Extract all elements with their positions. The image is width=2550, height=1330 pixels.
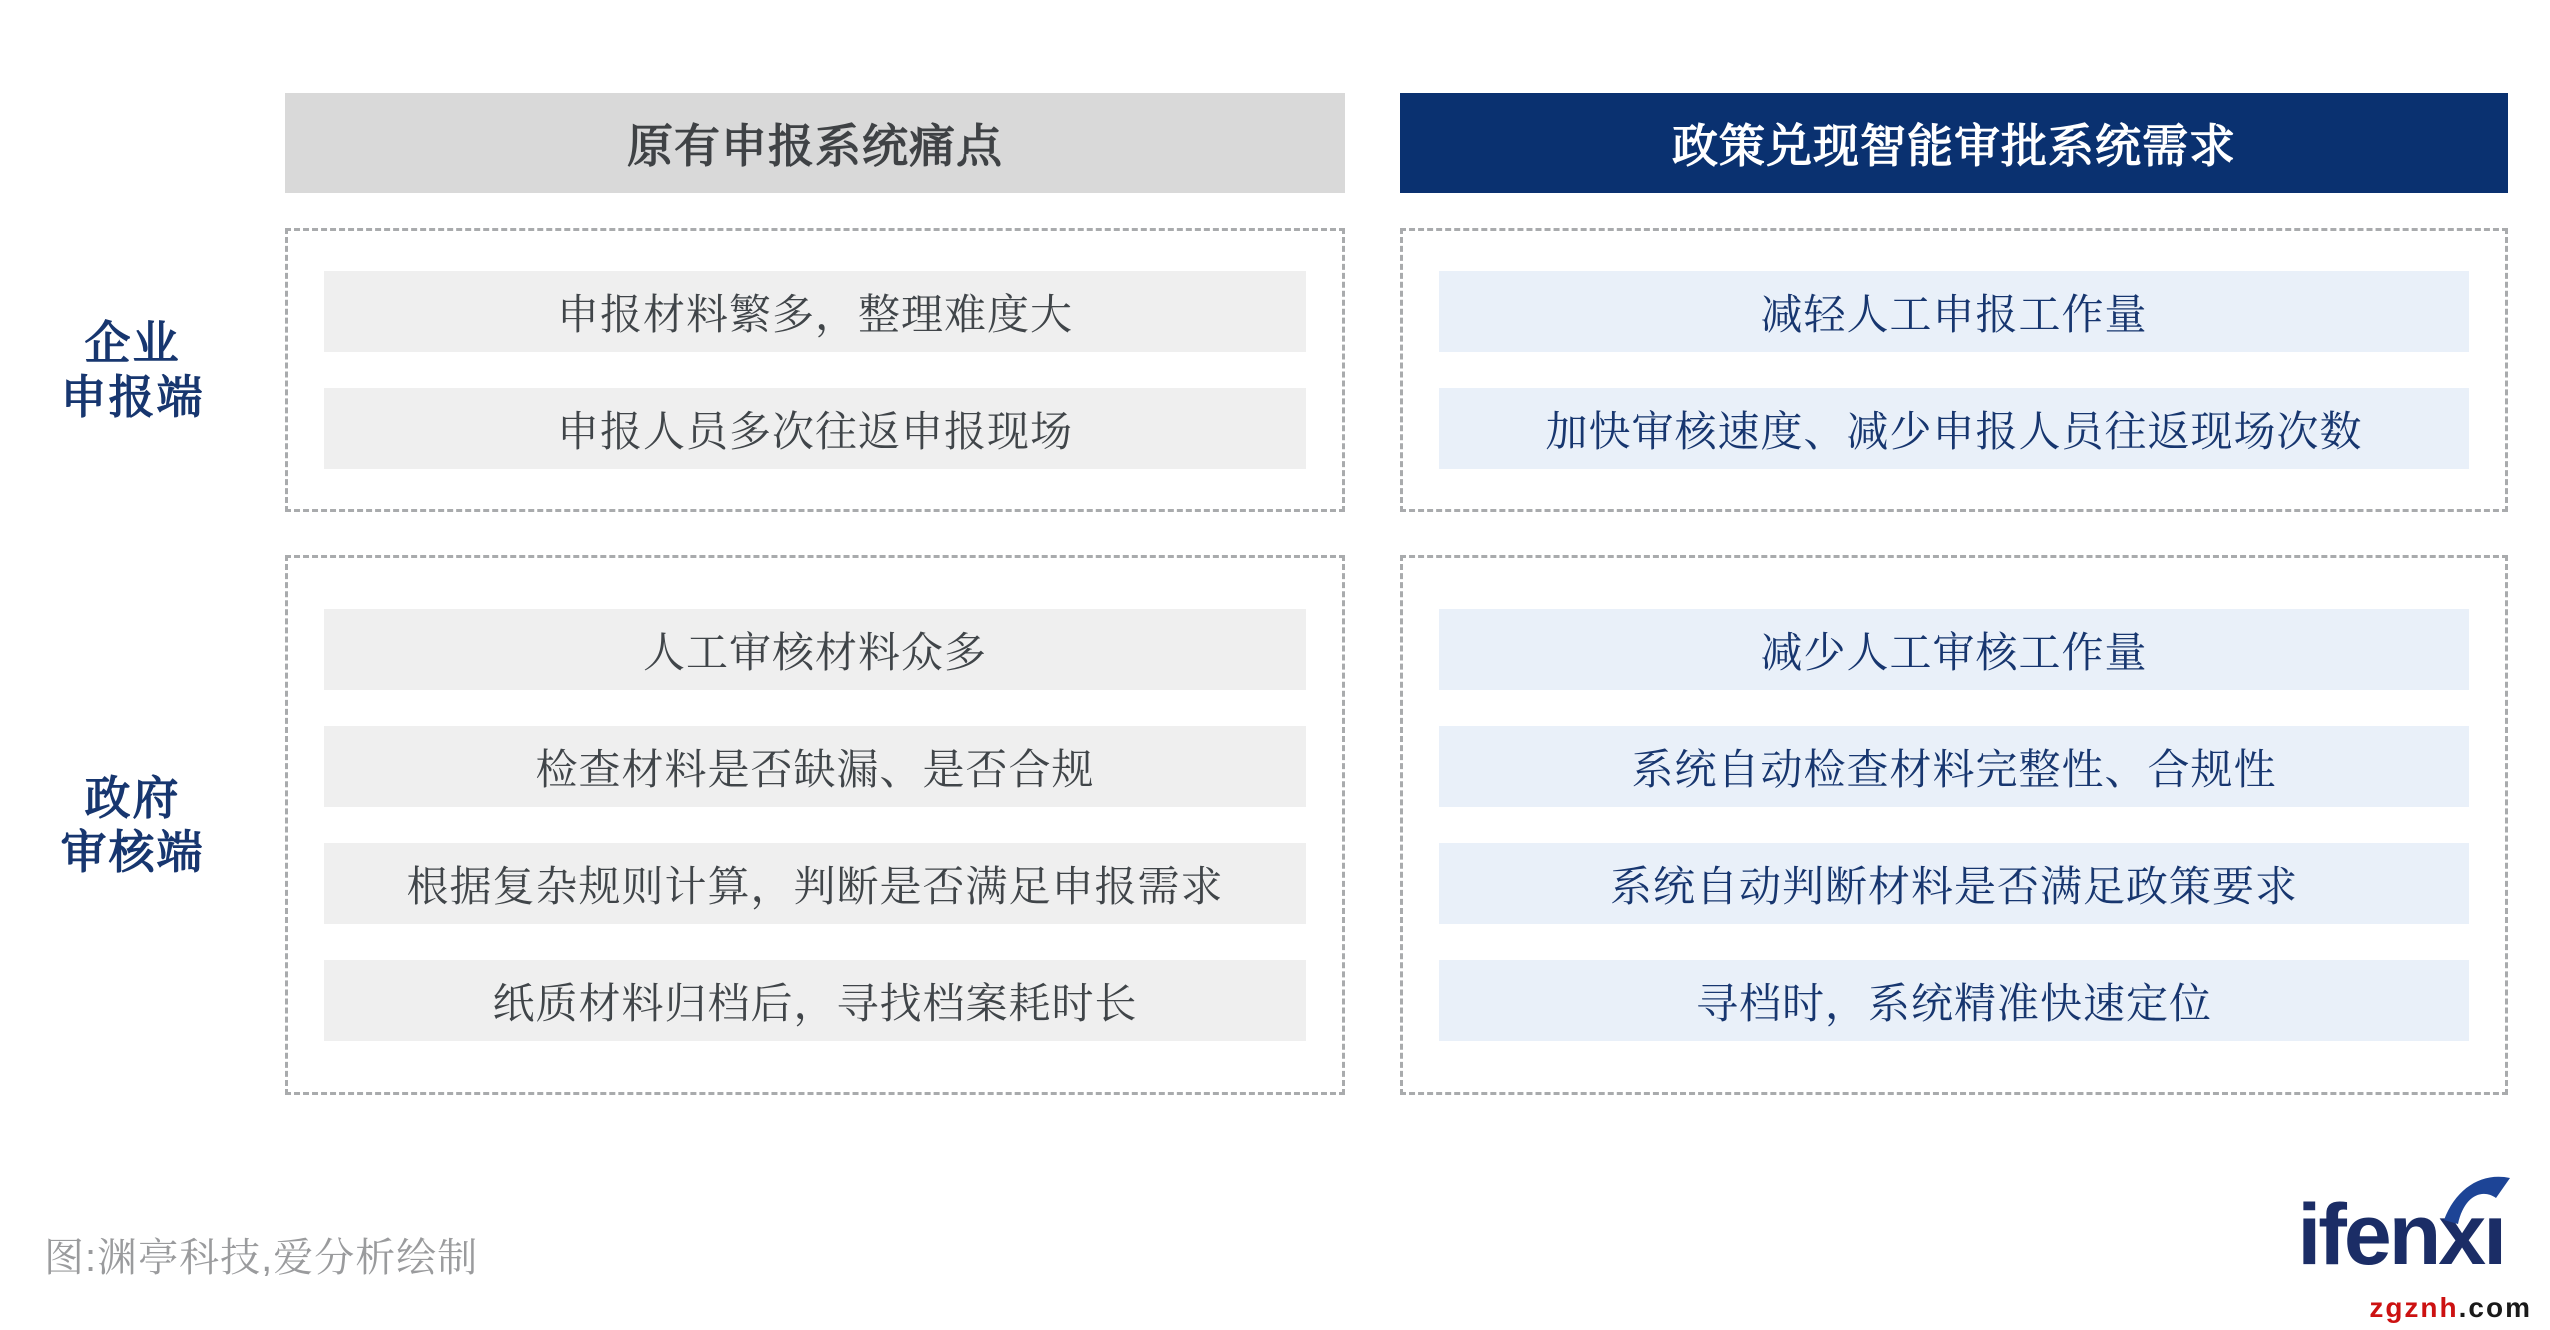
requirements-column-header: 政策兑现智能审批系统需求 — [1400, 93, 2508, 193]
row-label-government-line1: 政府 — [84, 771, 181, 824]
government-requirements-box — [1400, 555, 2508, 1095]
watermark — [2369, 1292, 2532, 1324]
pain-point-item: 申报材料繁多，整理难度大 — [324, 271, 1306, 352]
row-label-government — [25, 555, 240, 1095]
requirement-item: 减少人工审核工作量 — [1439, 609, 2469, 690]
pain-point-item: 人工审核材料众多 — [324, 609, 1306, 690]
ifenxi-logo-text: ifenxı — [2297, 1187, 2504, 1283]
logo-swoosh-icon — [2438, 1170, 2514, 1228]
enterprise-pain-points-box — [285, 228, 1345, 512]
watermark-domain: zgznh — [2369, 1292, 2459, 1323]
pain-point-item: 检查材料是否缺漏、是否合规 — [324, 726, 1306, 807]
pain-points-column-header: 原有申报系统痛点 — [285, 93, 1345, 193]
row-label-enterprise-line2: 申报端 — [60, 371, 205, 423]
requirement-item: 系统自动判断材料是否满足政策要求 — [1439, 843, 2469, 924]
requirement-item: 系统自动检查材料完整性、合规性 — [1439, 726, 2469, 807]
pain-point-item: 申报人员多次往返申报现场 — [324, 388, 1306, 469]
ifenxi-logo — [2297, 1187, 2504, 1292]
row-label-government-line2: 审核端 — [60, 826, 205, 878]
requirement-item: 减轻人工申报工作量 — [1439, 271, 2469, 352]
pain-point-item: 根据复杂规则计算，判断是否满足申报需求 — [324, 843, 1306, 924]
row-label-enterprise-line1: 企业 — [84, 316, 181, 369]
enterprise-requirements-box — [1400, 228, 2508, 512]
watermark-suffix: .com — [2458, 1292, 2532, 1323]
pain-point-item: 纸质材料归档后，寻找档案耗时长 — [324, 960, 1306, 1041]
requirement-item: 寻档时，系统精准快速定位 — [1439, 960, 2469, 1041]
government-pain-points-box — [285, 555, 1345, 1095]
source-caption: 图:渊亭科技,爱分析绘制 — [44, 1236, 479, 1280]
requirement-item: 加快审核速度、减少申报人员往返现场次数 — [1439, 388, 2469, 469]
row-label-enterprise — [25, 228, 240, 512]
